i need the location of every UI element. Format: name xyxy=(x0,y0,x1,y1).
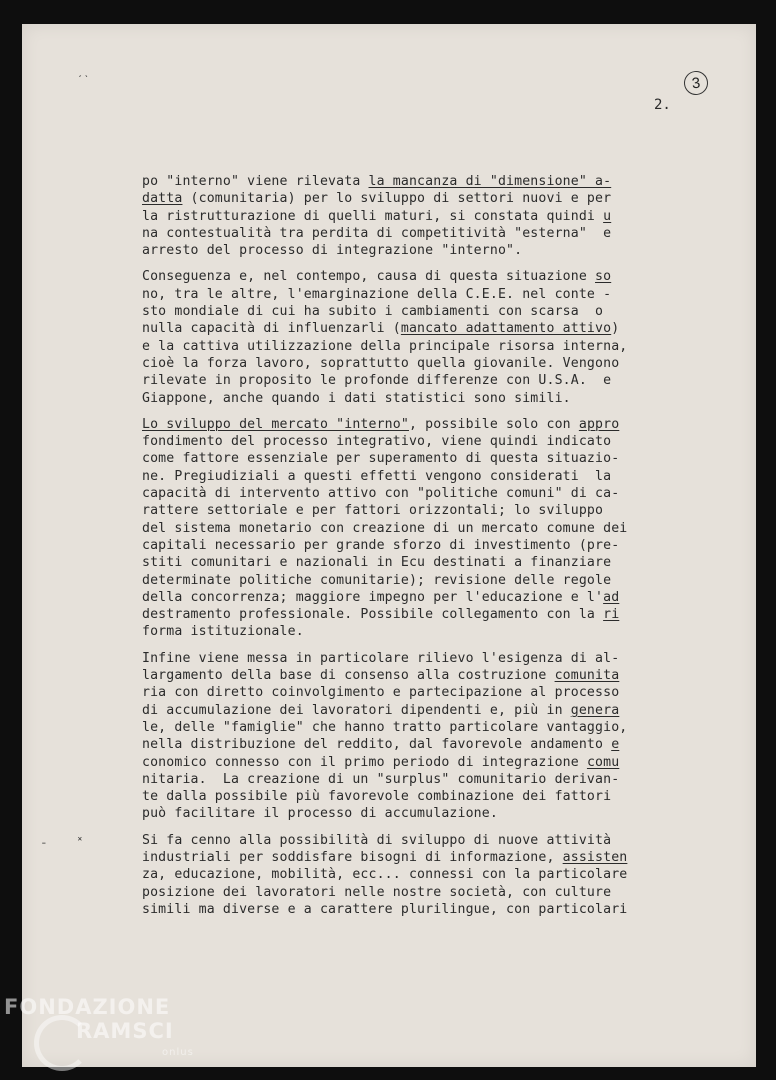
text-segment: industriali per soddisfare bisogni di informazione, xyxy=(142,849,563,865)
underlined-text: ri xyxy=(603,607,620,623)
text-segment: Si fa cenno alla possibilità di sviluppo di nuove attività xyxy=(142,832,612,848)
text-segment: za, educazione, mobilità, ecc... connessi con la particolare xyxy=(142,867,628,883)
text-line xyxy=(142,242,690,259)
text-line xyxy=(142,623,690,640)
text-line xyxy=(142,684,690,701)
pencil-mark-icon: ˟ xyxy=(78,836,82,848)
text-line xyxy=(142,901,690,918)
text-line xyxy=(142,485,690,502)
text-line xyxy=(142,268,690,285)
text-segment: determinate politiche comunitarie); revisione delle regole xyxy=(142,572,612,588)
text-line xyxy=(142,303,690,320)
underlined-text: assisten xyxy=(562,849,628,865)
text-line xyxy=(142,554,690,571)
text-segment: ) xyxy=(611,321,620,337)
text-segment: ne. Pregiudiziali a questi effetti vengono considerati la xyxy=(142,468,612,484)
underlined-text: Lo sviluppo del mercato "interno" xyxy=(142,416,409,432)
underlined-text: appro xyxy=(578,416,620,432)
paragraph xyxy=(142,650,690,823)
text-line xyxy=(142,884,690,901)
text-segment: na contestualità tra perdita di competitività "esterna" e xyxy=(142,225,612,241)
text-segment: rattere settoriale e per fattori orizzontali; lo sviluppo xyxy=(142,503,604,519)
text-segment: capitali necessario per grande sforzo di investimento (pre- xyxy=(142,537,620,553)
text-segment: nella distribuzione del reddito, dal favorevole andamento xyxy=(142,737,612,753)
fondazione-gramsci-watermark xyxy=(4,995,194,1058)
underlined-text: ad xyxy=(603,589,620,605)
text-line xyxy=(142,390,690,407)
text-segment: conomico connesso con il primo periodo di integrazione xyxy=(142,754,587,770)
text-line xyxy=(142,754,690,771)
text-segment: stiti comunitari e nazionali in Ecu destinati a finanziare xyxy=(142,555,612,571)
text-segment: sto mondiale di cui ha subito i cambiamenti con scarsa o xyxy=(142,304,604,320)
text-line xyxy=(142,173,690,190)
text-line xyxy=(142,208,690,225)
text-segment: largamento della base di consenso alla costruzione xyxy=(142,668,555,684)
paragraph xyxy=(142,416,690,641)
text-line xyxy=(142,468,690,485)
text-line xyxy=(142,702,690,719)
text-segment: capacità di intervento attivo con "politiche comuni" di ca- xyxy=(142,486,620,502)
text-line xyxy=(142,650,690,667)
text-segment: , possibile solo con xyxy=(408,416,579,432)
text-segment: te dalla possibile più favorevole combinazione dei fattori xyxy=(142,789,612,805)
text-line xyxy=(142,667,690,684)
underlined-text: e xyxy=(611,737,620,753)
text-segment: arresto del processo di integrazione "interno". xyxy=(142,243,523,259)
paragraph xyxy=(142,268,690,406)
paragraph xyxy=(142,832,690,918)
text-line xyxy=(142,771,690,788)
text-line xyxy=(142,416,690,433)
text-line xyxy=(142,866,690,883)
text-line xyxy=(142,849,690,866)
text-line xyxy=(142,502,690,519)
text-line xyxy=(142,537,690,554)
text-line xyxy=(142,805,690,822)
underlined-text: comunita xyxy=(554,668,620,684)
page-number: 2. xyxy=(654,97,671,113)
text-segment: di accumulazione dei lavoratori dipendenti e, più in xyxy=(142,702,571,718)
text-line xyxy=(142,372,690,389)
watermark-line1: FONDAZIONE xyxy=(4,995,171,1019)
text-segment: simili ma diverse e a carattere plurilingue, con particolari xyxy=(142,901,628,917)
text-segment: del sistema monetario con creazione di un mercato comune dei xyxy=(142,520,628,536)
text-line xyxy=(142,286,690,303)
pencil-mark-icon: ˏ ˎ xyxy=(78,66,89,78)
text-segment: po "interno" viene rilevata xyxy=(142,174,369,189)
text-line xyxy=(142,520,690,537)
text-segment: forma istituzionale. xyxy=(142,624,304,640)
text-segment: Infine viene messa in particolare rilievo l'esigenza di al- xyxy=(142,650,620,666)
text-segment: Conseguenza e, nel contempo, causa di questa situazione xyxy=(142,269,596,285)
text-segment: della concorrenza; maggiore impegno per l'educazione e l' xyxy=(142,589,604,605)
underlined-text: datta xyxy=(142,191,183,207)
underlined-text: genera xyxy=(570,702,620,718)
underlined-text: so xyxy=(595,269,612,285)
circled-page-number: 3 xyxy=(683,70,709,96)
text-line xyxy=(142,450,690,467)
text-segment: può facilitare il processo di accumulazione. xyxy=(142,806,498,822)
text-line xyxy=(142,719,690,736)
text-segment: destramento professionale. Possibile collegamento con la xyxy=(142,607,604,623)
text-segment: ria con diretto coinvolgimento e partecipazione al processo xyxy=(142,685,620,701)
underlined-text: comu xyxy=(586,754,620,770)
text-segment: nitaria. La creazione di un "surplus" comunitario derivan- xyxy=(142,771,620,787)
text-line xyxy=(142,320,690,337)
text-segment: (comunitaria) per lo sviluppo di settori nuovi e per xyxy=(182,191,612,207)
underlined-text: mancato adattamento attivo xyxy=(400,321,612,337)
text-segment: cioè la forza lavoro, soprattutto quella giovanile. Vengono xyxy=(142,355,620,371)
text-segment: posizione dei lavoratori nelle nostre società, con culture xyxy=(142,884,612,900)
text-line xyxy=(142,355,690,372)
paragraph xyxy=(142,173,690,259)
watermark-onlus: onlus xyxy=(162,1047,194,1058)
pencil-mark-icon: ˗ xyxy=(42,836,46,848)
text-segment: fondimento del processo integrativo, viene quindi indicato xyxy=(142,434,612,450)
text-segment: come fattore essenziale per superamento di questa situazio- xyxy=(142,451,620,467)
text-line xyxy=(142,433,690,450)
text-line xyxy=(142,606,690,623)
text-segment: e la cattiva utilizzazione della principale risorsa interna, xyxy=(142,338,628,354)
text-line xyxy=(142,338,690,355)
text-line xyxy=(142,736,690,753)
text-line xyxy=(142,572,690,589)
text-segment: la ristrutturazione di quelli maturi, si constata quindi xyxy=(142,208,604,224)
watermark-line2: RAMSCI xyxy=(76,1019,174,1043)
text-line xyxy=(142,589,690,606)
underlined-text: la mancanza di "dimensione" a- xyxy=(368,174,612,189)
text-segment: nulla capacità di influenzarli ( xyxy=(142,321,401,337)
text-segment: Giappone, anche quando i dati statistici sono simili. xyxy=(142,390,571,406)
text-segment: le, delle "famiglie" che hanno tratto particolare vantaggio, xyxy=(142,719,628,735)
text-segment: no, tra le altre, l'emarginazione della C.E.E. nel conte - xyxy=(142,286,612,302)
text-line xyxy=(142,788,690,805)
document-body xyxy=(142,173,690,927)
text-line xyxy=(142,190,690,207)
text-line xyxy=(142,225,690,242)
underlined-text: u xyxy=(603,208,612,224)
text-segment: rilevate in proposito le profonde differenze con U.S.A. e xyxy=(142,373,612,389)
text-line xyxy=(142,832,690,849)
